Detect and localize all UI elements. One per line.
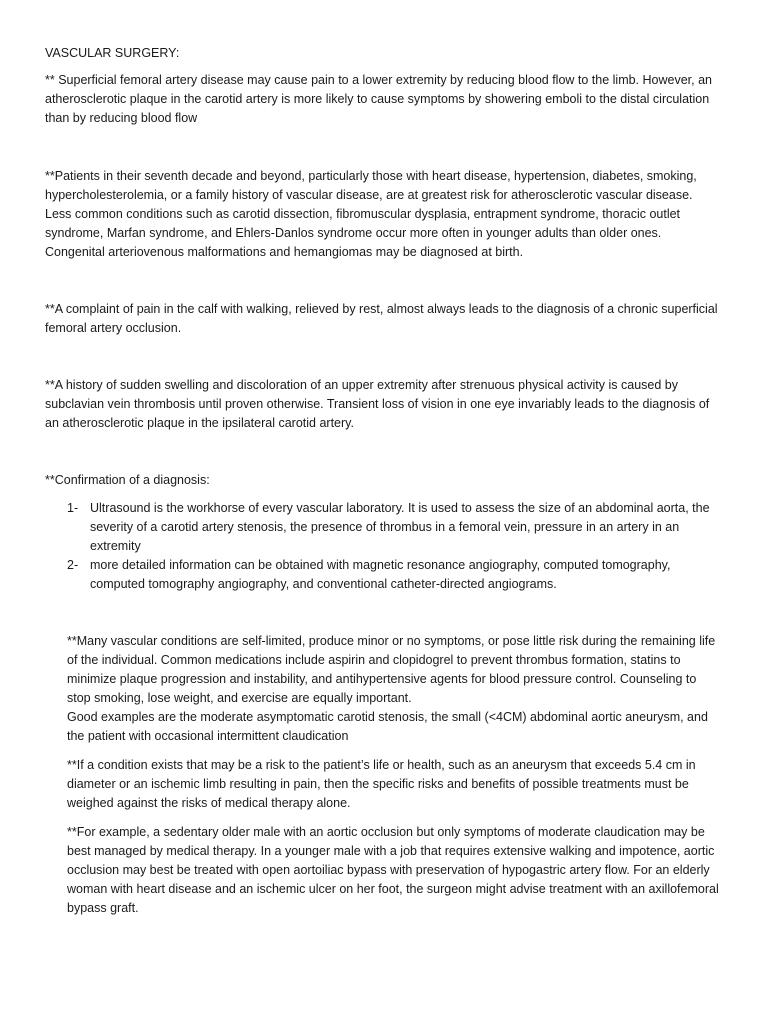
list-item-text: Ultrasound is the workhorse of every vascular laboratory. It is used to assess the size of an abdominal aorta, the severity of a carotid artery stenosis, the presence of thrombus in a femoral vein, pressure in an artery in an extremity <box>90 501 710 553</box>
document-title: VASCULAR SURGERY: <box>45 46 180 60</box>
paragraph-confirmation-heading: **Confirmation of a diagnosis: <box>45 473 210 487</box>
paragraph-risk-factors: **Patients in their seventh decade and beyond, particularly those with heart disease, hypertension, diabetes, smoking, hypercholesterolemia, or a family history of vascular disease, are at greatest risk for atherosclerotic vascular disease. Less common conditions such as carotid dissection, fibromuscular dysplasia, entrapment syndrome, thoracic outlet syndrome, Marfan syndrome, and Ehlers-Danlos syndrome occur more often in younger adults than older ones. Congenital arteriovenous malformations and hemangiomas may be diagnosed at birth. <box>45 169 697 259</box>
list-item <box>67 499 722 556</box>
list-item-number: 2- <box>67 558 79 572</box>
paragraph-upper-extremity-swelling: **A history of sudden swelling and discoloration of an upper extremity after strenuous physical activity is caused by subclavian vein thrombosis until proven otherwise. Transient loss of vision in one eye invariably leads to the diagnosis of an atherosclerotic plaque in the ipsilateral carotid artery. <box>45 378 710 430</box>
list-item-text: more detailed information can be obtained with magnetic resonance angiography, computed tomography, computed tomography angiography, and conventional catheter-directed angiograms. <box>90 558 671 591</box>
paragraph-femoral-artery-disease: ** Superficial femoral artery disease may cause pain to a lower extremity by reducing blood flow to the limb. However, an atherosclerotic plaque in the carotid artery is more likely to cause symptoms by showering emboli to the distal circulation than by reducing blood flow <box>45 73 712 125</box>
paragraph-treatment-examples: **For example, a sedentary older male with an aortic occlusion but only symptoms of moderate claudication may be best managed by medical therapy. In a younger male with a job that requires extensive walking and impotence, aortic occlusion may best be treated with open aortoiliac bypass with preservation of hypogastric artery flow. For an elderly woman with heart disease and an ischemic ulcer on her foot, the surgeon might advise treatment with an axillofemoral bypass graft. <box>67 825 719 915</box>
indented-section <box>67 632 722 918</box>
list-item-number: 1- <box>67 501 79 515</box>
list-item <box>67 556 722 594</box>
paragraph-good-examples: Good examples are the moderate asymptomatic carotid stenosis, the small (<4CM) abdominal aortic aneurysm, and the patient with occasional intermittent claudication <box>67 710 708 743</box>
diagnosis-list <box>45 499 722 594</box>
paragraph-calf-pain: **A complaint of pain in the calf with walking, relieved by rest, almost always leads to the diagnosis of a chronic superficial femoral artery occlusion. <box>45 302 718 335</box>
paragraph-self-limited-conditions: **Many vascular conditions are self-limited, produce minor or no symptoms, or pose little risk during the remaining life of the individual. Common medications include aspirin and clopidogrel to prevent thrombus formation, statins to minimize plaque progression and instability, and antihypertensive agents for blood pressure control. Counseling to stop smoking, lose weight, and exercise are equally important. <box>67 634 716 705</box>
paragraph-risk-benefit: **If a condition exists that may be a risk to the patient’s life or health, such as an aneurysm that exceeds 5.4 cm in diameter or an ischemic limb resulting in pain, then the specific risks and benefits of possible treatments must be weighed against the risks of medical therapy alone. <box>67 758 696 810</box>
